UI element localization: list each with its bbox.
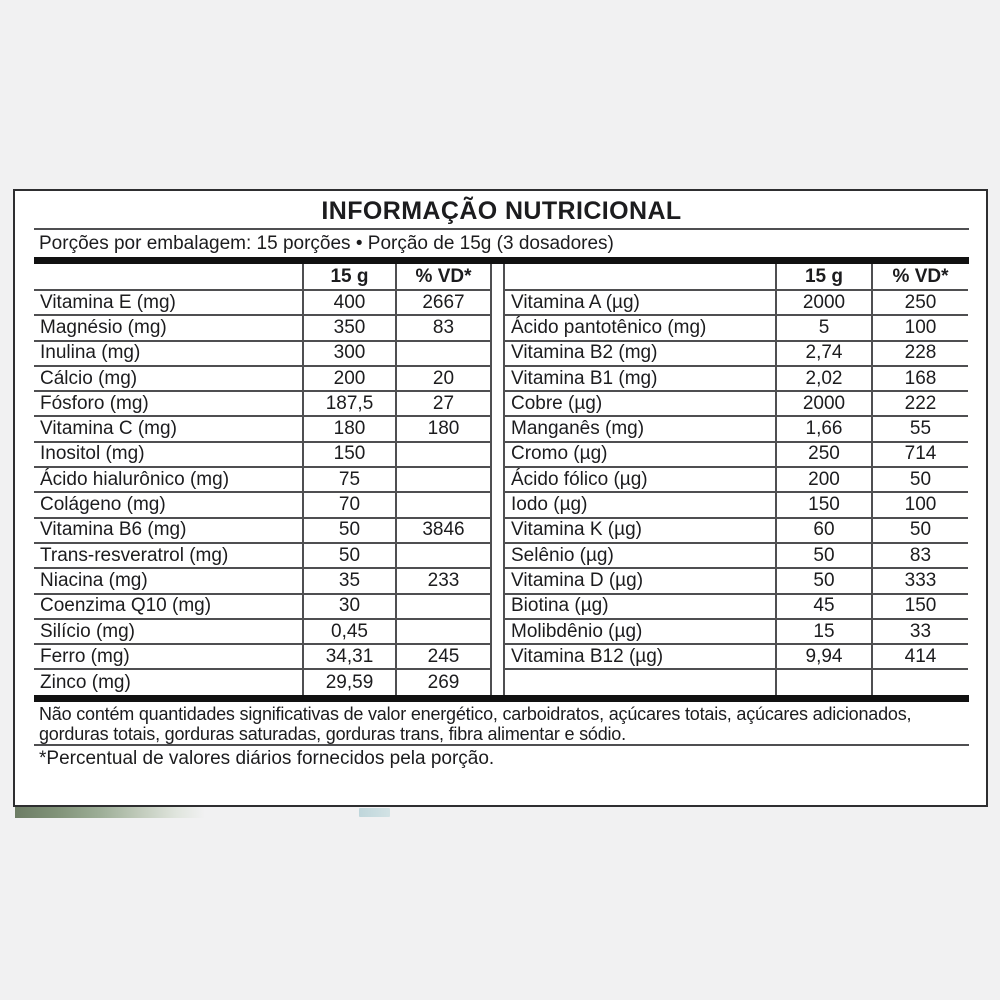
nutrient-row (34, 669, 490, 694)
daily-value-cell: 50 (872, 467, 968, 492)
daily-value-cell: 269 (396, 669, 490, 694)
daily-value-cell: 55 (872, 416, 968, 441)
nutrient-name-cell (505, 669, 776, 694)
quantity-cell: 30 (303, 594, 396, 619)
nutrient-row (34, 341, 490, 366)
nutrient-row (34, 467, 490, 492)
nutrient-row (505, 290, 968, 315)
quantity-cell: 70 (303, 492, 396, 517)
nutrient-name-cell: Vitamina B2 (mg) (505, 341, 776, 366)
serving-size-header: 15 g (776, 264, 872, 290)
quantity-cell: 1,66 (776, 416, 872, 441)
daily-value-cell: 150 (872, 594, 968, 619)
nutrient-name-cell: Inulina (mg) (34, 341, 303, 366)
daily-value-cell: 414 (872, 644, 968, 669)
nutrient-row (34, 391, 490, 416)
daily-value-cell: 250 (872, 290, 968, 315)
nutrient-name-cell: Selênio (µg) (505, 543, 776, 568)
nutrient-row (505, 568, 968, 593)
quantity-cell: 50 (776, 568, 872, 593)
nutrient-row (34, 518, 490, 543)
quantity-cell: 300 (303, 341, 396, 366)
nutrient-row (505, 543, 968, 568)
nutrient-name-cell: Ácido hialurônico (mg) (34, 467, 303, 492)
daily-value-cell: 180 (396, 416, 490, 441)
quantity-cell: 50 (303, 518, 396, 543)
nutrient-row (34, 416, 490, 441)
nutrient-row (505, 492, 968, 517)
daily-value-cell: 3846 (396, 518, 490, 543)
nutrient-name-cell: Inositol (mg) (34, 442, 303, 467)
daily-value-cell (396, 619, 490, 644)
daily-value-cell: 222 (872, 391, 968, 416)
nutrient-row (34, 568, 490, 593)
daily-value-header: % VD* (892, 265, 949, 287)
daily-value-cell: 20 (396, 366, 490, 391)
quantity-cell: 50 (776, 543, 872, 568)
nutrient-name-cell: Biotina (µg) (505, 594, 776, 619)
daily-value-cell: 33 (872, 619, 968, 644)
nutrient-row (34, 594, 490, 619)
right-nutrient-table (505, 264, 968, 695)
daily-value-cell (396, 594, 490, 619)
nutrient-name-cell: Vitamina A (µg) (505, 290, 776, 315)
nutrient-name-cell: Vitamina B1 (mg) (505, 366, 776, 391)
nutrient-name-cell: Coenzima Q10 (mg) (34, 594, 303, 619)
nutrient-row (34, 366, 490, 391)
nutrient-row (34, 290, 490, 315)
nutrient-row (34, 644, 490, 669)
quantity-cell: 350 (303, 315, 396, 340)
daily-value-cell: 100 (872, 315, 968, 340)
quantity-cell: 150 (303, 442, 396, 467)
daily-value-cell: 245 (396, 644, 490, 669)
nutrition-title: INFORMAÇÃO NUTRICIONAL (321, 197, 682, 225)
nutrient-row (505, 442, 968, 467)
footnote-no-significant: Não contém quantidades significativas de valor energético, carboidratos, açúcares totais, açúcares adicionados, gorduras totais, gorduras saturadas, gorduras trans, fibra alimentar e sódio. (39, 703, 912, 744)
quantity-cell: 400 (303, 290, 396, 315)
daily-value-cell: 27 (396, 391, 490, 416)
nutrient-column-header (34, 264, 303, 290)
right-header-row (505, 264, 968, 290)
quantity-cell: 60 (776, 518, 872, 543)
daily-value-cell: 714 (872, 442, 968, 467)
daily-value-header: % VD* (415, 265, 472, 287)
quantity-cell: 200 (303, 366, 396, 391)
quantity-cell: 9,94 (776, 644, 872, 669)
panel-content (34, 195, 969, 771)
quantity-cell: 180 (303, 416, 396, 441)
nutrient-name-cell: Vitamina E (mg) (34, 290, 303, 315)
nutrient-name-cell: Molibdênio (µg) (505, 619, 776, 644)
nutrient-name-cell: Vitamina B12 (µg) (505, 644, 776, 669)
nutrient-name-cell: Fósforo (mg) (34, 391, 303, 416)
table-bottom-bar (34, 695, 969, 702)
nutrition-facts-panel (13, 189, 988, 807)
nutrient-row (505, 518, 968, 543)
quantity-cell: 2,02 (776, 366, 872, 391)
daily-value-cell: 233 (396, 568, 490, 593)
nutrient-row (505, 315, 968, 340)
nutrient-name-cell: Cromo (µg) (505, 442, 776, 467)
daily-value-cell: 2667 (396, 290, 490, 315)
quantity-cell: 15 (776, 619, 872, 644)
photo-fragment (359, 808, 390, 817)
daily-value-cell (872, 669, 968, 694)
nutrient-name-cell: Colágeno (mg) (34, 492, 303, 517)
nutrient-name-cell: Niacina (mg) (34, 568, 303, 593)
nutrient-row (505, 391, 968, 416)
quantity-cell (776, 669, 872, 694)
nutrient-row (505, 416, 968, 441)
nutrient-row (505, 594, 968, 619)
daily-value-cell (396, 442, 490, 467)
nutrient-row (505, 619, 968, 644)
daily-value-cell: 100 (872, 492, 968, 517)
quantity-cell: 2,74 (776, 341, 872, 366)
daily-value-cell: 83 (396, 315, 490, 340)
nutrient-name-cell: Cálcio (mg) (34, 366, 303, 391)
quantity-cell: 187,5 (303, 391, 396, 416)
daily-value-cell: 83 (872, 543, 968, 568)
quantity-cell: 0,45 (303, 619, 396, 644)
table-top-bar (34, 257, 969, 264)
nutrient-name-cell: Vitamina C (mg) (34, 416, 303, 441)
quantity-cell: 29,59 (303, 669, 396, 694)
nutrient-row (505, 341, 968, 366)
daily-value-cell (396, 467, 490, 492)
nutrient-name-cell: Vitamina D (µg) (505, 568, 776, 593)
nutrient-name-cell: Zinco (mg) (34, 669, 303, 694)
serving-info: Porções por embalagem: 15 porções • Porção de 15g (3 dosadores) (39, 233, 614, 254)
daily-value-cell: 50 (872, 518, 968, 543)
nutrient-tables (34, 264, 969, 695)
nutrient-name-cell: Silício (mg) (34, 619, 303, 644)
nutrient-name-cell: Magnésio (mg) (34, 315, 303, 340)
left-nutrient-table (34, 264, 490, 695)
quantity-cell: 150 (776, 492, 872, 517)
nutrient-row (505, 644, 968, 669)
nutrient-name-cell: Trans-resveratrol (mg) (34, 543, 303, 568)
nutrient-name-cell: Manganês (mg) (505, 416, 776, 441)
nutrient-name-cell: Vitamina B6 (mg) (34, 518, 303, 543)
nutrient-row (505, 366, 968, 391)
quantity-cell: 75 (303, 467, 396, 492)
table-gutter (490, 264, 505, 695)
quantity-cell: 2000 (776, 391, 872, 416)
daily-value-cell (396, 492, 490, 517)
nutrient-row (34, 492, 490, 517)
nutrient-name-cell: Cobre (µg) (505, 391, 776, 416)
quantity-cell: 50 (303, 543, 396, 568)
daily-value-cell (396, 543, 490, 568)
nutrient-row (34, 543, 490, 568)
quantity-cell: 250 (776, 442, 872, 467)
quantity-cell: 200 (776, 467, 872, 492)
nutrient-row (505, 669, 968, 694)
quantity-cell: 45 (776, 594, 872, 619)
left-header-row (34, 264, 490, 290)
nutrient-name-cell: Iodo (µg) (505, 492, 776, 517)
quantity-cell: 5 (776, 315, 872, 340)
daily-value-cell: 228 (872, 341, 968, 366)
daily-value-cell: 333 (872, 568, 968, 593)
nutrient-name-cell: Ácido pantotênico (mg) (505, 315, 776, 340)
nutrient-name-cell: Ácido fólico (µg) (505, 467, 776, 492)
nutrient-name-cell: Vitamina K (µg) (505, 518, 776, 543)
nutrient-row (34, 619, 490, 644)
nutrient-row (34, 315, 490, 340)
nutrient-row (505, 467, 968, 492)
nutrient-name-cell: Ferro (mg) (34, 644, 303, 669)
serving-size-header: 15 g (303, 264, 396, 290)
footnote-daily-values: *Percentual de valores diários fornecidos pela porção. (39, 747, 495, 769)
daily-value-cell (396, 341, 490, 366)
quantity-cell: 2000 (776, 290, 872, 315)
nutrient-column-header (505, 264, 776, 290)
daily-value-cell: 168 (872, 366, 968, 391)
quantity-cell: 34,31 (303, 644, 396, 669)
photo-fragment (15, 807, 205, 818)
quantity-cell: 35 (303, 568, 396, 593)
nutrient-row (34, 442, 490, 467)
